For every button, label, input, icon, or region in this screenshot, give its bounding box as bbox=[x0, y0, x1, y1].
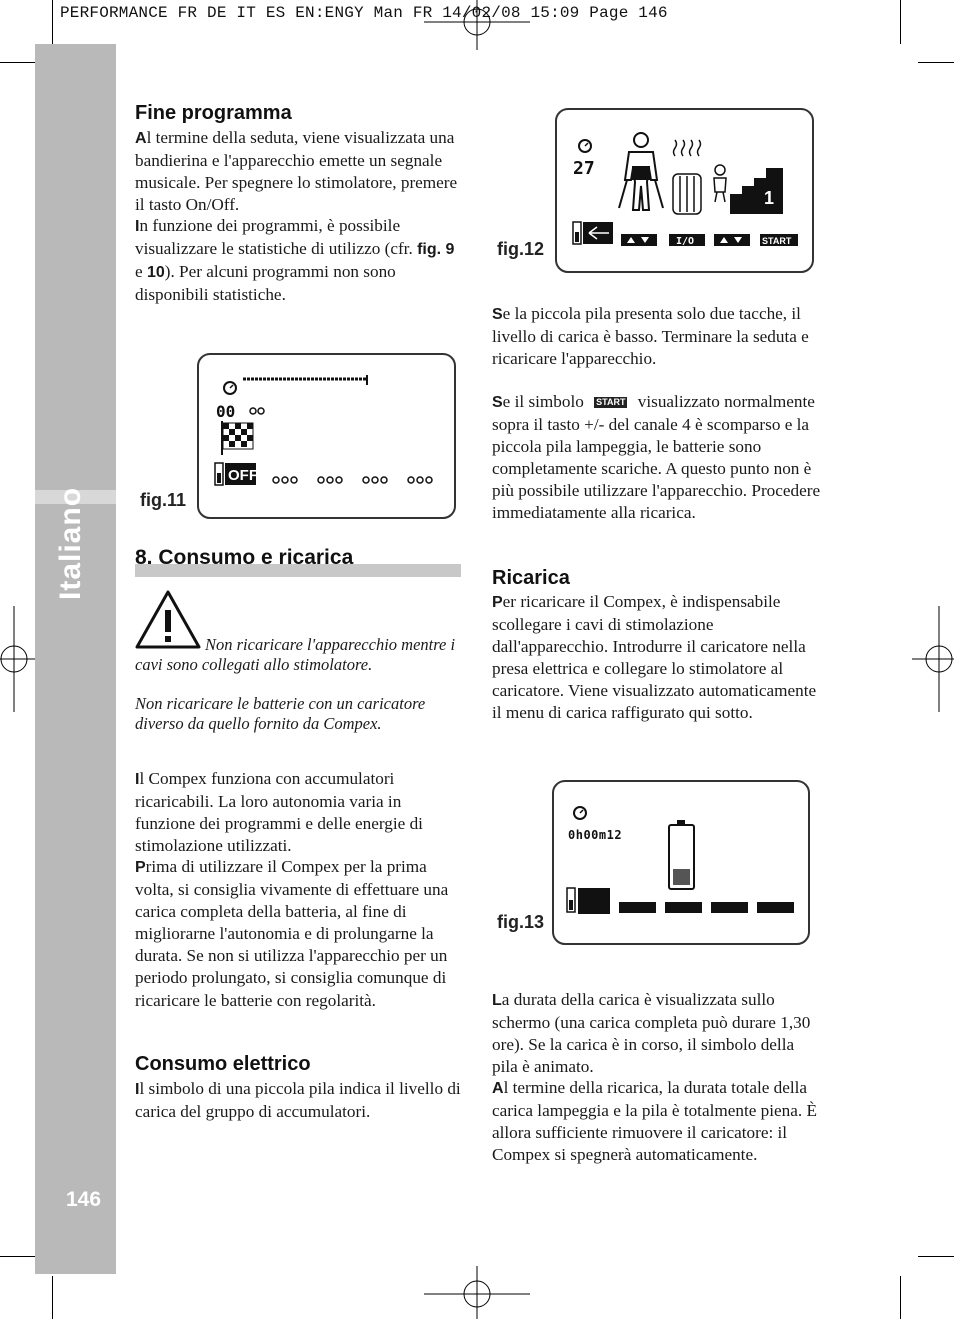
target-zone bbox=[632, 166, 650, 180]
paragraph-text: e il simbolo bbox=[502, 392, 589, 411]
paragraph-ricarica-3 bbox=[492, 1077, 822, 1166]
figure-label-12: fig.12 bbox=[497, 239, 545, 259]
timer-readout: 27 bbox=[573, 158, 595, 179]
drop-initial: I bbox=[135, 1081, 140, 1098]
language-label: Italiano bbox=[54, 486, 87, 600]
drop-initial: S bbox=[492, 394, 503, 411]
drop-initial: A bbox=[492, 1080, 504, 1097]
drop-initial: P bbox=[135, 859, 146, 876]
drop-initial: A bbox=[135, 130, 147, 147]
display-block bbox=[578, 888, 610, 914]
language-sidebar bbox=[35, 44, 116, 1274]
level-steps bbox=[730, 168, 783, 214]
heading-fine-programma: Fine programma bbox=[135, 102, 292, 124]
checkered-flag-icon bbox=[222, 421, 253, 455]
paragraph-pila-2 bbox=[492, 391, 822, 525]
lcd-screen-fig13 bbox=[552, 780, 810, 945]
lcd-screen-fig11 bbox=[197, 353, 456, 519]
charge-time: 0h00m12 bbox=[568, 828, 623, 842]
svg-text:I/O: I/O bbox=[676, 236, 695, 247]
control-buttons bbox=[621, 234, 798, 247]
figure-ref-9: fig. 9 bbox=[417, 241, 455, 259]
large-battery-icon bbox=[669, 820, 694, 889]
heat-icon bbox=[673, 140, 701, 214]
time-readout: 00 bbox=[216, 402, 236, 421]
channel-indicators bbox=[273, 477, 432, 483]
drop-initial: L bbox=[492, 992, 502, 1009]
paragraph-text: a durata della carica è visualizzata sullo schermo (una carica completa può durare 1,30 ore). Se la carica è in corso, il simbolo della pila è animato. bbox=[492, 990, 811, 1077]
figure-label-13: fig.13 bbox=[497, 912, 545, 932]
paragraph-text: n funzione dei programmi, è possibile visualizzare le statistiche di utilizzo (cfr. bbox=[135, 216, 418, 259]
level-number: 1 bbox=[764, 188, 775, 208]
lcd-graphics bbox=[199, 355, 454, 517]
channel-bar bbox=[711, 902, 748, 913]
channel-bar bbox=[665, 902, 702, 913]
svg-text:START: START bbox=[762, 236, 792, 246]
svg-text:OFF: OFF bbox=[228, 467, 258, 484]
drop-initial: I bbox=[135, 771, 140, 788]
heading-ricarica: Ricarica bbox=[492, 567, 570, 589]
paragraph-fine-2 bbox=[135, 215, 465, 306]
heading-consumo-elettrico: Consumo elettrico bbox=[135, 1053, 311, 1075]
channel-bar bbox=[619, 902, 656, 913]
paragraph-ricarica bbox=[492, 591, 822, 725]
paragraph-text: e la piccola pila presenta solo due tacche, il livello di carica è basso. Terminare la seduta e ricaricare l'apparecchio. bbox=[492, 304, 809, 369]
paragraph-text: visualizzato normalmente sopra il tasto +/- del canale 4 è scomparso e la piccola pila lampeggia, le batterie sono completamente scariche. A questo punto non è più possibile utilizzare l'apparecchio. Procedere immediatamente alla ricarica. bbox=[492, 392, 821, 523]
lcd-graphics bbox=[554, 782, 808, 943]
drop-initial: I bbox=[135, 218, 140, 235]
paragraph-text: e bbox=[135, 262, 147, 282]
paragraph-text: l termine della seduta, viene visualizzata una bandierina e l'apparecchio emette un segnale musicale. Per spegnere lo stimolatore, premere il tasto On/Off. bbox=[135, 128, 458, 215]
paragraph-ricarica-2 bbox=[492, 989, 822, 1078]
paragraph-text: l Compex funziona con accumulatori ricaricabili. La loro autonomia varia in funzione dei programmi e delle energie di stimolazione utilizzati. bbox=[135, 769, 423, 856]
paragraph-text: l termine della ricarica, la durata totale della carica lampeggia e la pila è totalmente piena. È allora sufficiente rimuovere il caricatore: il Compex si spegnerà automaticamente. bbox=[492, 1078, 817, 1165]
channel-bar bbox=[757, 902, 794, 913]
start-badge: START bbox=[596, 397, 626, 407]
warning-text-2: Non ricaricare le batterie con un caricatore diverso da quello fornito da Compex. bbox=[135, 694, 426, 733]
person-icon bbox=[714, 165, 726, 202]
figure-label-11: fig.11 bbox=[140, 490, 187, 510]
paragraph-text: rima di utilizzare il Compex per la prima volta, si consiglia vivamente di effettuare una carica completa della batteria, al fine di migliorarne l'autonomia e di prolungarne la durata. Se non si utilizza l'apparecchio per un periodo prolungato, si consiglia comunque di ricaricare le batterie con regolarità. bbox=[135, 857, 449, 1010]
paragraph-text: ). Per alcuni programmi non sono disponibili statistiche. bbox=[135, 262, 396, 305]
drop-initial: P bbox=[492, 594, 503, 611]
heading-consumo-ricarica: 8. Consumo e ricarica bbox=[135, 546, 354, 569]
warning-text-1: Non ricaricare l'apparecchio mentre i cavi sono collegati allo stimolatore. bbox=[135, 635, 456, 674]
paragraph-text: er ricaricare il Compex, è indispensabile scollegare i cavi di stimolazione dall'apparecchio. Introdurre il caricatore nella presa elettrica e collegare lo stimolatore al caricatore. Viene visualizzato automaticamente il menu di carica raffigurato qui sotto. bbox=[492, 592, 817, 723]
paragraph-pila-1 bbox=[492, 303, 822, 370]
lcd-screen-fig12 bbox=[555, 108, 814, 273]
figure-ref-10: 10 bbox=[146, 264, 165, 282]
lcd-graphics bbox=[557, 110, 812, 271]
paragraph-elettrico bbox=[135, 1078, 465, 1123]
paragraph-fine-1 bbox=[135, 127, 465, 216]
paragraph-consumo-2 bbox=[135, 856, 465, 1012]
page-number: 146 bbox=[66, 1188, 102, 1211]
paragraph-consumo-1 bbox=[135, 768, 465, 857]
paragraph-text: l simbolo di una piccola pila indica il livello di carica del gruppo di accumulatori. bbox=[135, 1079, 461, 1122]
print-slug: PERFORMANCE FR DE IT ES EN:ENGY Man FR 14/02/08 15:09 Page 146 bbox=[60, 4, 668, 22]
drop-initial: S bbox=[492, 306, 503, 323]
